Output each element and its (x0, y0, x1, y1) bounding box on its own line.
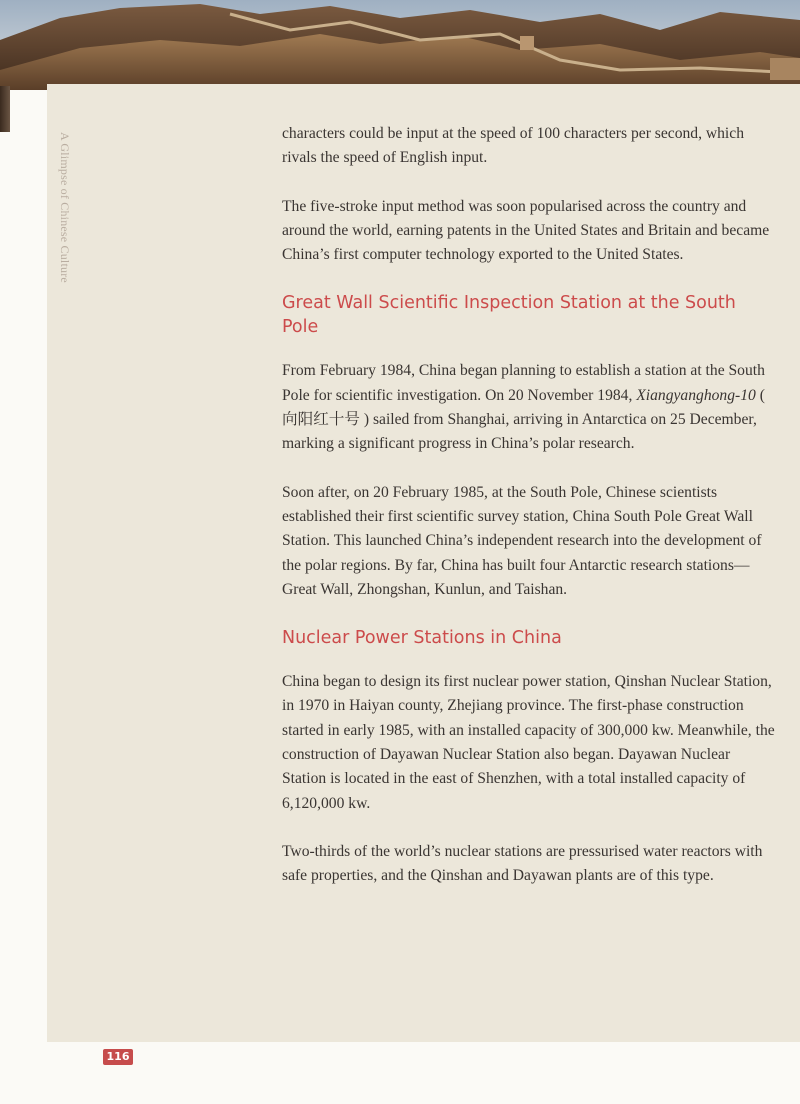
ship-name-chinese: ( 向阳红十号 ) (282, 386, 765, 429)
heading-south-pole-station: Great Wall Scientific Inspection Station at the South Pole (282, 293, 736, 338)
page-edge-shadow (0, 86, 10, 132)
paragraph-pressurised-reactors: Two-thirds of the world’s nuclear stations are pressurised water reactors with safe properties, and the Qinshan and Dayawan plants are of this type. (282, 842, 763, 885)
paragraph-qinshan-dayawan: China began to design its first nuclear power station, Qinshan Nuclear Station, in 1970 in Haiyan county, Zhejiang province. The first-phase construction started in early 1985, with an installed capacity of 300,000 kw. Meanwhile, the construction of Dayawan Nuclear Station also began. Dayawan Nuclear Station is located in the east of Shenzhen, with a total installed capacity of 6,120,000 kw. (282, 673, 775, 812)
paragraph-input-speed: characters could be input at the speed of 100 characters per second, which rivals the speed of English input. (282, 125, 744, 167)
paragraph-south-pole-planning (282, 359, 777, 456)
text-segment: sailed from Shanghai, arriving in Antarctica on 25 December, marking a significant progress in China’s polar research. (282, 411, 757, 453)
paragraph-great-wall-station: Soon after, on 20 February 1985, at the South Pole, Chinese scientists established their first scientific survey station, China South Pole Great Wall Station. This launched China’s independent research into the development of the polar regions. By far, China has built four Antarctic research stations—Great Wall, Zhongshan, Kunlun, and Taishan. (282, 483, 762, 598)
paragraph-five-stroke: The five-stroke input method was soon popularised across the country and around the world, earning patents in the United States and Britain and became China’s first computer technology exported to the United States. (282, 197, 770, 264)
main-content (282, 122, 777, 913)
text-segment: From February 1984, China began planning to establish a station at the South Pole for scientific investigation. On 20 November 1984, (282, 362, 765, 404)
heading-nuclear-stations: Nuclear Power Stations in China (282, 628, 562, 649)
running-head: A Glimpse of Chinese Culture (58, 132, 72, 283)
ship-name: Xiangyanghong-10 (636, 386, 756, 404)
page-number-badge: 116 (103, 1049, 133, 1065)
great-wall-header-image (0, 0, 800, 90)
